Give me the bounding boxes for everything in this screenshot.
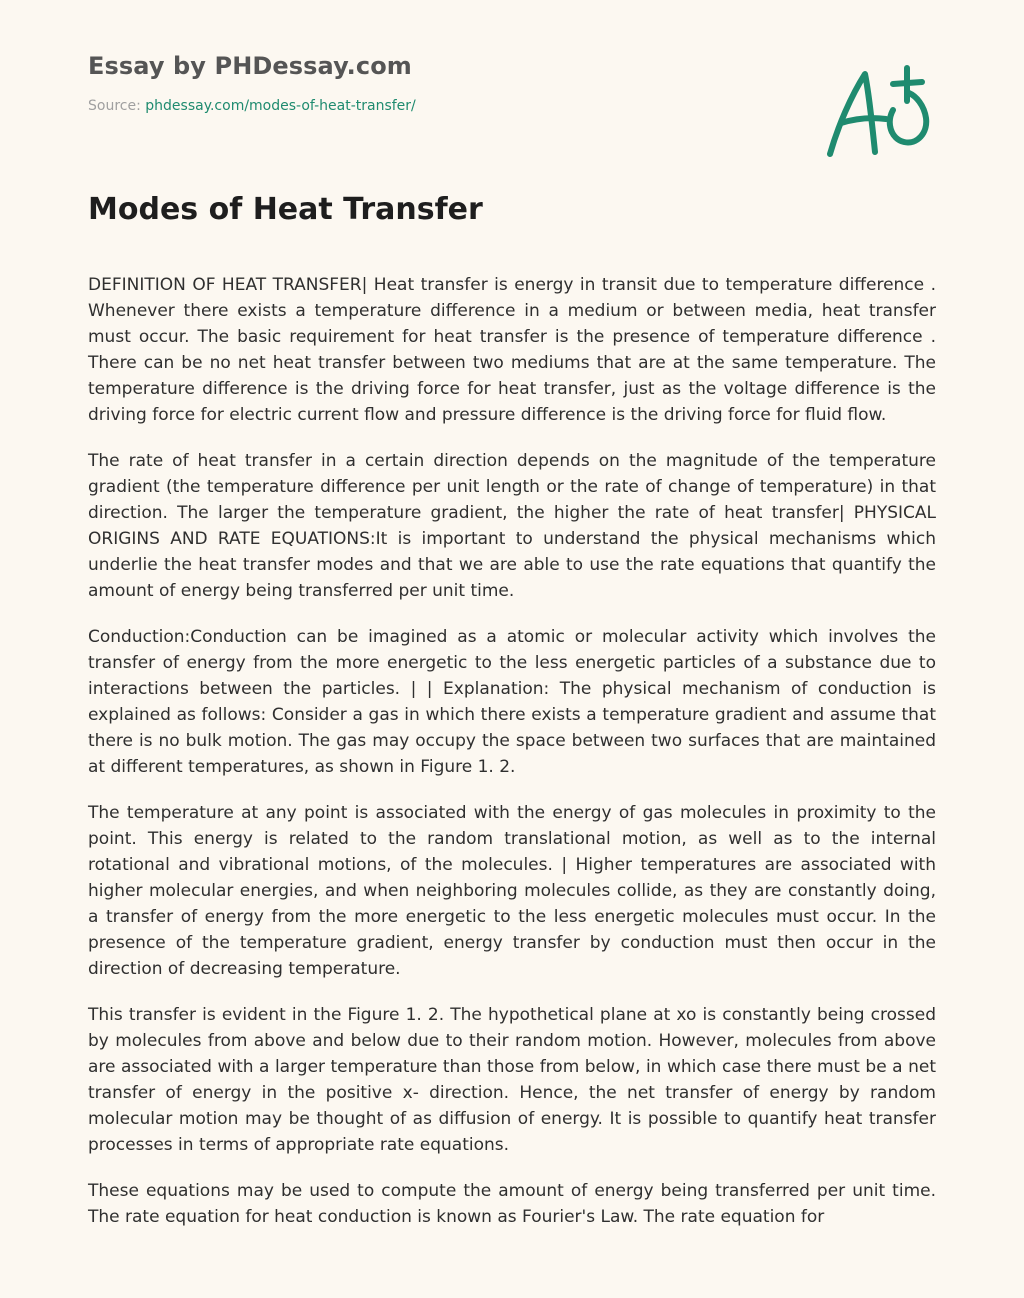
paragraph-temperature: The temperature at any point is associated with the energy of gas molecules in proximity to the point. This energy is related to the random translational motion, as well as to the internal rotational and vibrational motions, of the molecules. | Higher temperatures are associated with higher molecular energies, and when neighboring molecules collide, as they are constantly doing, a transfer of energy from the more energetic to the less energetic molecules must occur. In the presence of the temperature gradient, energy transfer by conduction must then occur in the direction of decreasing temperature. — [88, 803, 936, 979]
paragraph-definition: DEFINITION OF HEAT TRANSFER| Heat transfer is energy in transit due to temperature difference . Whenever there exists a temperature difference in a medium or between media, heat transfer must occur. The basic requirement for heat transfer is the presence of temperature difference . There can be no net heat transfer between two mediums that are at the same temperature. The temperature difference is the driving force for heat transfer, just as the voltage difference is the driving force for electric current flow and pressure difference is the driving force for fluid flow. — [88, 275, 936, 425]
source-label: Source: — [88, 98, 146, 114]
page-header — [88, 48, 938, 116]
article-title: Modes of Heat Transfer — [88, 192, 483, 227]
article-body — [88, 272, 936, 1250]
paragraph-transfer: This transfer is evident in the Figure 1. 2. The hypothetical plane at xo is constantly being crossed by molecules from above and below due to their random motion. However, molecules from above are associated with a larger temperature than those from below, in which case there must be a net transfer of energy in the positive x- direction. Hence, the net transfer of energy by random molecular motion may be thought of as diffusion of energy. It is possible to quantify heat transfer processes in terms of appropriate rate equations. — [88, 1005, 936, 1155]
paragraph-equations: These equations may be used to compute the amount of energy being transferred per unit time. The rate equation for heat conduction is known as Fourier's Law. The rate equation for — [88, 1181, 936, 1227]
source-line — [88, 96, 938, 116]
paragraph-conduction: Conduction:Conduction can be imagined as a atomic or molecular activity which involves the transfer of energy from the more energetic to the less energetic particles of a substance due to interactions between the particles. | | Explanation: The physical mechanism of conduction is explained as follows: Consider a gas in which there exists a temperature gradient and assume that there is no bulk motion. The gas may occupy the space between two surfaces that are maintained at different temperatures, as shown in Figure 1. 2. — [88, 627, 936, 777]
a-plus-logo — [820, 62, 936, 162]
paragraph-rate: The rate of heat transfer in a certain direction depends on the magnitude of the temperature gradient (the temperature difference per unit length or the rate of change of temperature) in that direction. The larger the temperature gradient, the higher the rate of heat transfer| PHYSICAL ORIGINS AND RATE EQUATIONS:It is important to understand the physical mechanisms which underlie the heat transfer modes and that we are able to use the rate equations that quantify the amount of energy being transferred per unit time. — [88, 451, 936, 601]
site-brand: Essay by PHDessay.com — [88, 52, 412, 80]
source-link[interactable]: phdessay.com/modes-of-heat-transfer/ — [145, 98, 416, 114]
